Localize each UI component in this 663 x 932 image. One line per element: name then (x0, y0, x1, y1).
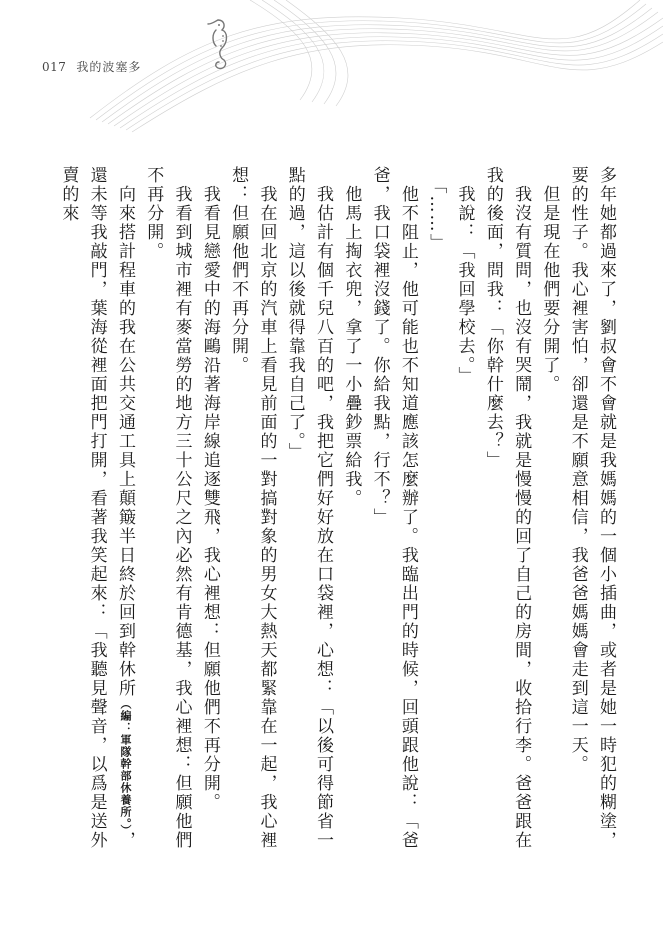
paragraph: 我估計有個千兒八百的吧，我把它們好好放在口袋裡，心想：「以後可得節省一點的過，這以後就得靠我自己了。」 (284, 166, 334, 850)
paragraph-text-continued: ，還未等我敲門，葉海從裡面把門打開，看著我笑起來：「我聽見聲音，以爲是送外賣的來 (58, 166, 135, 850)
paragraph: 我說：「我回學校去。」 (454, 166, 475, 386)
running-header (42, 58, 141, 75)
paragraph: 他馬上掏衣兜，拿了一小疊鈔票給我。 (341, 166, 362, 508)
seahorse-icon (204, 16, 232, 74)
editor-note: （編：軍隊幹部休養所。） (118, 698, 132, 831)
paragraph: 多年她都過來了，劉叔會不會就是我媽媽的一個小插曲，或者是她一時犯的糊塗，要的性子。我心裡害怕，卻還是不願意相信，我爸爸媽媽會走到這一天。 (567, 166, 616, 850)
paragraph: 「……」 (426, 166, 447, 253)
paragraph: 我沒有質問，也沒有哭鬧，我就是慢慢的回了自己的房間，收拾行李。爸爸跟在我的後面，問我：「你幹什麼去？」 (482, 166, 532, 850)
book-title: 我的波塞多 (76, 60, 142, 74)
page-number: 017 (42, 60, 67, 74)
body-text (58, 166, 620, 866)
paragraph: 我看到城市裡有麥當勞的地方三十公尺之內必然有肯德基，我心裡想：但願他們不再分開。 (143, 166, 192, 850)
paragraph: 我看見戀愛中的海鷗沿著海岸線追逐雙飛，我心裡想：但願他們不再分開。 (199, 166, 220, 812)
paragraph: 我在回北京的汽車上看見前面的一對搞對象的男女大熱天都緊靠在一起，我心裡想：但願他們不再分開。 (228, 166, 277, 850)
paragraph-text: 向來搭計程車的我在公共交通工具上顛簸半日終於回到幹休所 (114, 166, 135, 698)
paragraph (54, 166, 139, 866)
paragraph: 他不阻止，他可能也不知道應該怎麼辦了。我臨出門的時候，回頭跟他說：「爸爸，我口袋裡沒錢了。你給我點，行不？」 (369, 166, 418, 850)
paragraph: 但是現在他們要分開了。 (539, 166, 560, 394)
